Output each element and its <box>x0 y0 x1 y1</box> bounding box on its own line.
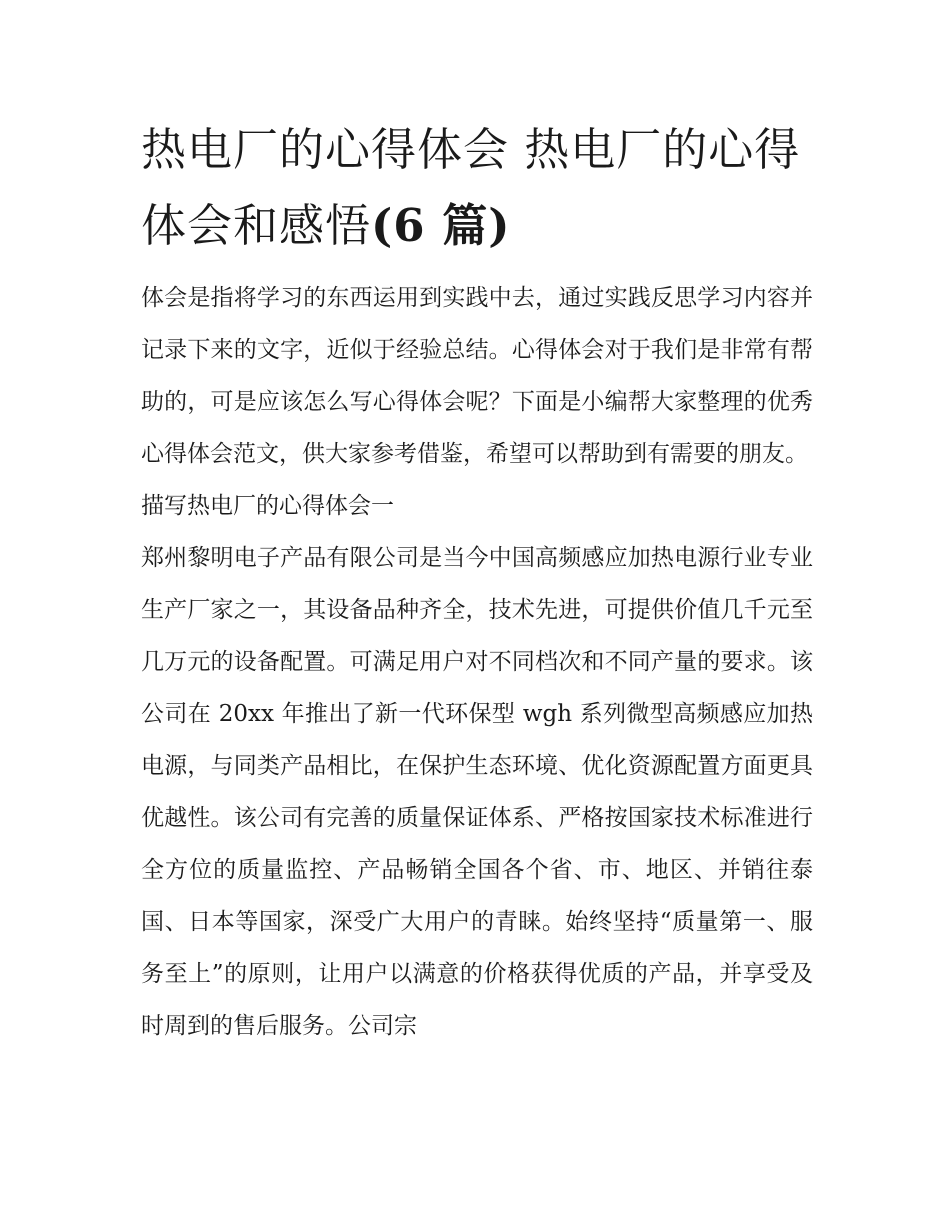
section-heading: 描写热电厂的心得体会一 <box>141 493 394 519</box>
document-title <box>141 112 813 264</box>
title-count: (6 篇) <box>371 199 511 252</box>
title-text: 热电厂的心得体会 热电厂的心得体会和感悟 <box>141 123 801 252</box>
body-paragraph: 郑州黎明电子产品有限公司是当今中国高频感应加热电源行业专业生产厂家之一，其设备品种齐全，技术先进，可提供价值几千元至几万元的设备配置。可满足用户对不同档次和不同产量的要求。该公司在 20xx 年推出了新一代环保型 wgh 系列微型高频感应加热电源，与同类产品相比，在保护生态环境、优化资源配置方面更具优越性。该公司有完善的质量保证体系、严格按国家技术标准进行全方位的质量监控、产品畅销全国各个省、市、地区、并销往泰国、日本等国家，深受广大用户的青睐。始终坚持“质量第一、服务至上”的原则，让用户以满意的价格获得优质的产品，并享受及时周到的售后服务。公司宗 <box>141 545 813 1039</box>
document-page <box>141 112 813 1052</box>
intro-paragraph: 体会是指将学习的东西运用到实践中去，通过实践反思学习内容并记录下来的文字，近似于经验总结。心得体会对于我们是非常有帮助的，可是应该怎么写心得体会呢？下面是小编帮大家整理的优秀心得体会范文，供大家参考借鉴，希望可以帮助到有需要的朋友。 <box>141 285 813 467</box>
